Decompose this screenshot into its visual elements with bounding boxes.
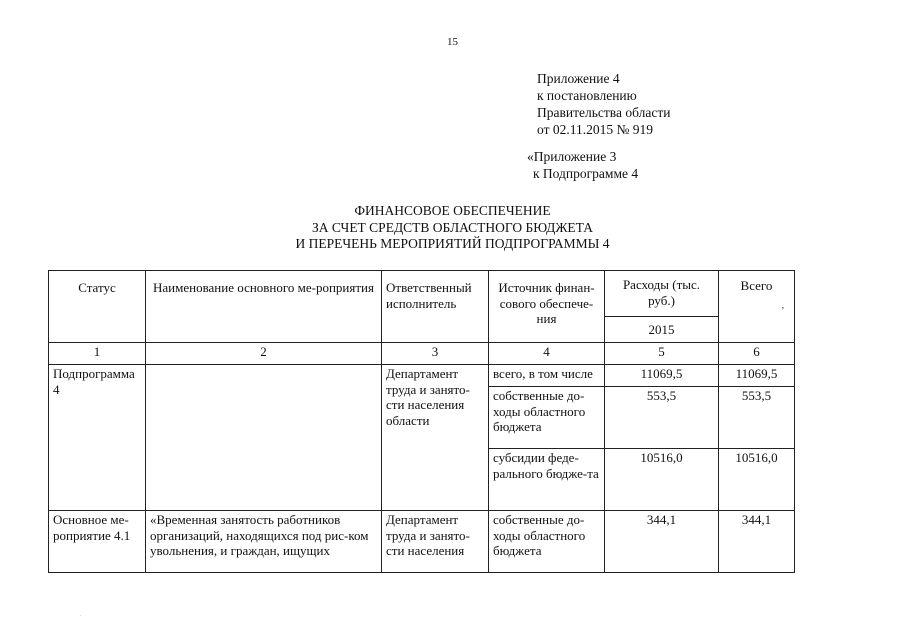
header-executor-text: Ответственный исполнитель bbox=[386, 280, 472, 311]
row-value-2015: 344,1 bbox=[605, 511, 719, 573]
financing-table bbox=[48, 270, 795, 573]
header-source-text: Источник финан-сового обеспече-ния bbox=[498, 280, 595, 326]
scan-dot: . bbox=[80, 612, 82, 618]
row-name: «Временная занятость работников организаций, находящихся под рис-ком увольнения, и граждан, ищущих bbox=[146, 511, 382, 573]
row-source: субсидии феде-рального бюдже-та bbox=[489, 449, 605, 511]
header-total bbox=[719, 271, 795, 343]
header-executor bbox=[382, 271, 489, 343]
row-value-2015: 11069,5 bbox=[605, 365, 719, 387]
header-status-text: Статус bbox=[78, 280, 116, 295]
appendix-line: Приложение 4 bbox=[537, 71, 620, 86]
appendix-ref-line: «Приложение 3 bbox=[527, 149, 617, 164]
title-line: ЗА СЧЕТ СРЕДСТВ ОБЛАСТНОГО БЮДЖЕТА bbox=[311, 219, 594, 235]
header-row bbox=[49, 271, 795, 317]
header-status bbox=[49, 271, 146, 343]
row-source: собственные до-ходы областного бюджета bbox=[489, 387, 605, 449]
row-source: всего, в том числе bbox=[489, 365, 605, 387]
header-expenses-text: Расходы (тыс. руб.) bbox=[622, 277, 701, 308]
header-year-text: 2015 bbox=[648, 321, 675, 337]
row-value-2015: 10516,0 bbox=[605, 449, 719, 511]
appendix-line: Правительства области bbox=[537, 105, 671, 120]
document-title bbox=[0, 203, 905, 253]
row-value-total: 11069,5 bbox=[719, 365, 795, 387]
header-name-text: Наименование основного ме-роприятия bbox=[153, 280, 374, 295]
appendix-reference bbox=[527, 148, 638, 182]
row-executor: Департамент труда и занято-сти населения bbox=[382, 511, 489, 573]
appendix-ref-line: к Подпрограмме 4 bbox=[533, 166, 639, 181]
column-number-row bbox=[49, 343, 795, 365]
row-source: собственные до-ходы областного бюджета bbox=[489, 511, 605, 573]
column-number: 2 bbox=[146, 343, 382, 365]
column-number: 4 bbox=[489, 343, 605, 365]
header-total-text: Всего bbox=[740, 278, 773, 293]
header-year bbox=[605, 317, 719, 343]
column-number: 1 bbox=[49, 343, 146, 365]
header-expenses bbox=[605, 271, 719, 317]
header-name bbox=[146, 271, 382, 343]
header-source bbox=[489, 271, 605, 343]
row-status: Основное ме-роприятие 4.1 bbox=[49, 511, 146, 573]
row-value-2015: 553,5 bbox=[605, 387, 719, 449]
appendix-line: от 02.11.2015 № 919 bbox=[537, 122, 653, 137]
page-number: 15 bbox=[447, 36, 458, 48]
stray-mark: , bbox=[781, 299, 784, 310]
row-value-total: 344,1 bbox=[719, 511, 795, 573]
appendix-header bbox=[537, 70, 670, 138]
table-row bbox=[49, 365, 795, 387]
row-status: Подпрограмма 4 bbox=[49, 365, 146, 511]
row-value-total: 10516,0 bbox=[719, 449, 795, 511]
row-executor: Департамент труда и занято-сти населения области bbox=[382, 365, 489, 511]
row-name bbox=[146, 365, 382, 511]
appendix-line: к постановлению bbox=[537, 88, 637, 103]
title-line: ФИНАНСОВОЕ ОБЕСПЕЧЕНИЕ bbox=[354, 203, 551, 218]
row-value-total: 553,5 bbox=[719, 387, 795, 449]
column-number: 6 bbox=[719, 343, 795, 365]
column-number: 3 bbox=[382, 343, 489, 365]
column-number: 5 bbox=[605, 343, 719, 365]
table-row bbox=[49, 511, 795, 573]
title-line: И ПЕРЕЧЕНЬ МЕРОПРИЯТИЙ ПОДПРОГРАММЫ 4 bbox=[295, 236, 610, 251]
